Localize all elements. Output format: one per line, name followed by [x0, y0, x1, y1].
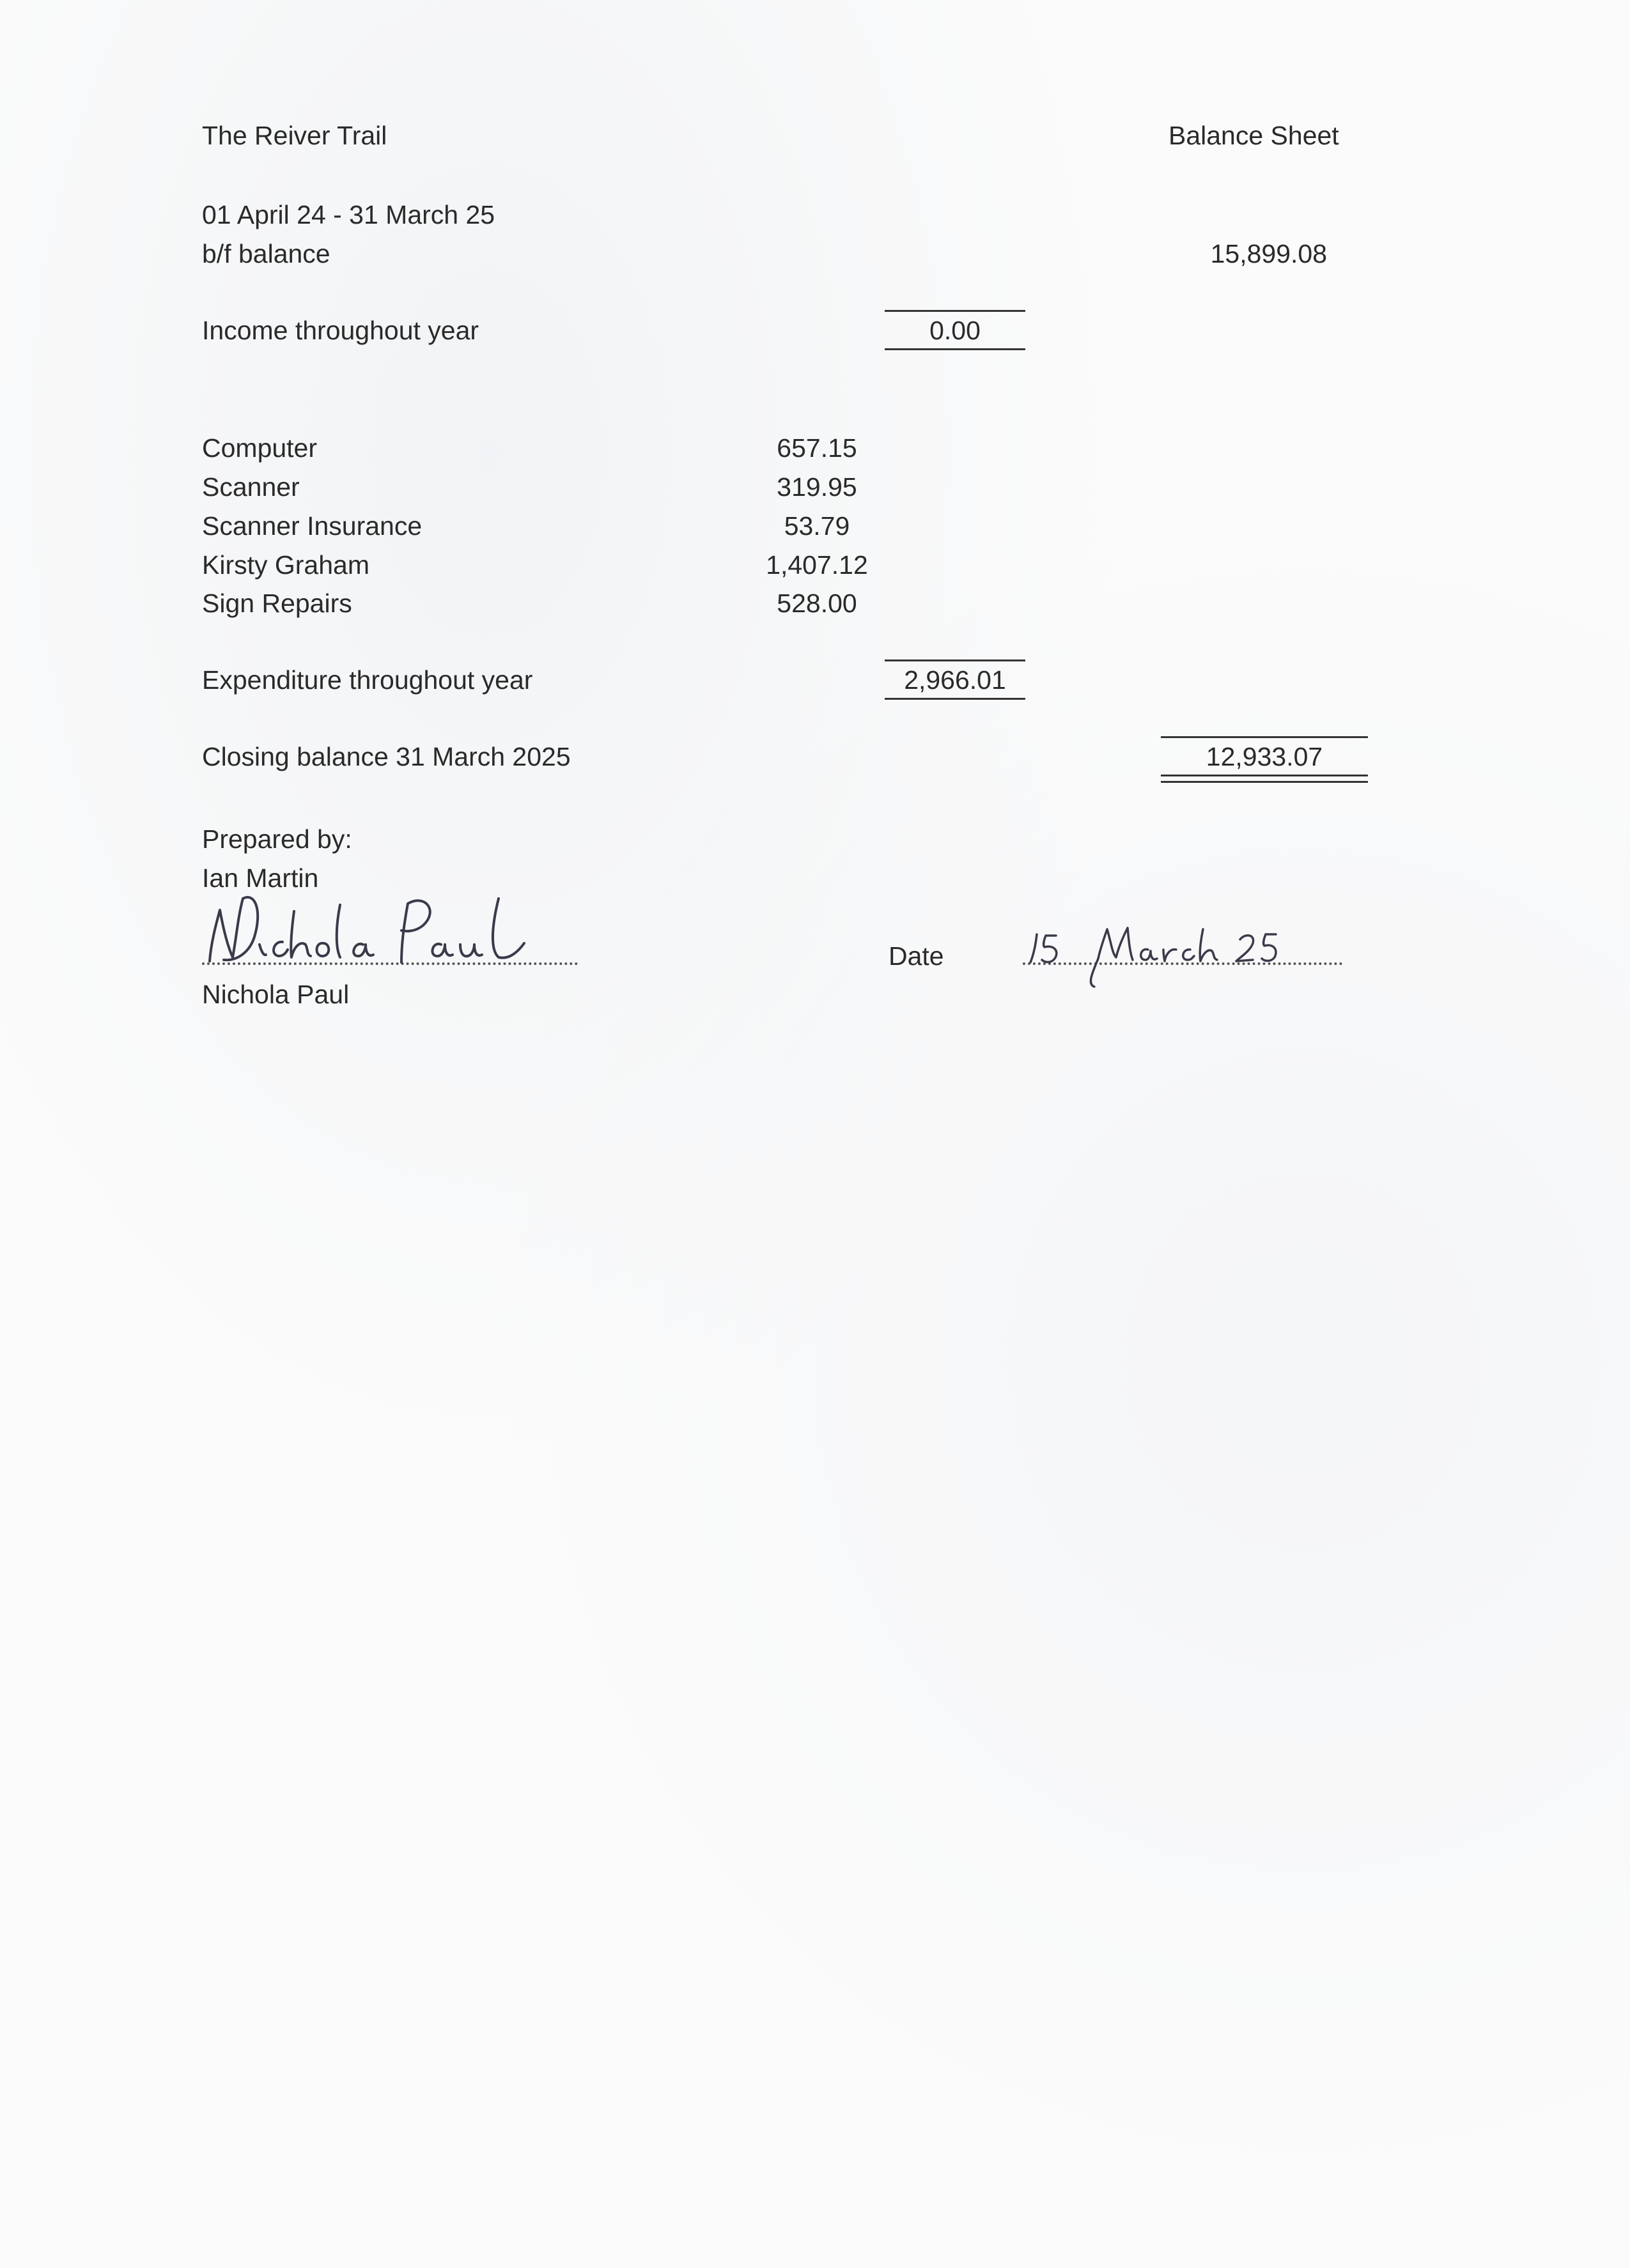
- item-label: Computer: [202, 433, 318, 463]
- preparer-name: Ian Martin: [202, 863, 319, 893]
- bf-balance-amount: 15,899.08: [1210, 239, 1327, 268]
- expenditure-total: 2,966.01: [904, 665, 1006, 695]
- closing-double-rule-2: [1161, 781, 1368, 783]
- item-amount: 1,407.12: [766, 550, 868, 580]
- item-label: Sign Repairs: [202, 589, 352, 618]
- income-bottom-rule: [885, 348, 1025, 350]
- income-total: 0.00: [929, 316, 981, 345]
- expenditure-label: Expenditure throughout year: [202, 665, 533, 695]
- item-amount: 53.79: [784, 511, 850, 541]
- expenditure-top-rule: [885, 660, 1025, 661]
- item-label: Kirsty Graham: [202, 550, 369, 580]
- item-amount: 657.15: [777, 433, 857, 463]
- handwritten-signature: [198, 886, 556, 982]
- item-label: Scanner: [202, 472, 300, 502]
- date-label: Date: [889, 941, 944, 971]
- item-amount: 319.95: [777, 472, 857, 502]
- closing-amount: 12,933.07: [1206, 742, 1323, 771]
- period: 01 April 24 - 31 March 25: [202, 200, 495, 229]
- closing-double-rule-1: [1161, 775, 1368, 776]
- item-amount: 528.00: [777, 589, 857, 618]
- closing-top-rule: [1161, 736, 1368, 738]
- handwritten-date: [1023, 920, 1317, 1003]
- bf-balance-label: b/f balance: [202, 239, 330, 268]
- income-label: Income throughout year: [202, 316, 479, 345]
- income-top-rule: [885, 310, 1025, 312]
- item-label: Scanner Insurance: [202, 511, 423, 541]
- organisation-name: The Reiver Trail: [202, 121, 387, 150]
- expenditure-bottom-rule: [885, 698, 1025, 700]
- prepared-by-label: Prepared by:: [202, 824, 352, 854]
- document-title: Balance Sheet: [1168, 121, 1339, 150]
- closing-label: Closing balance 31 March 2025: [202, 742, 571, 771]
- signatory-name: Nichola Paul: [202, 980, 350, 1009]
